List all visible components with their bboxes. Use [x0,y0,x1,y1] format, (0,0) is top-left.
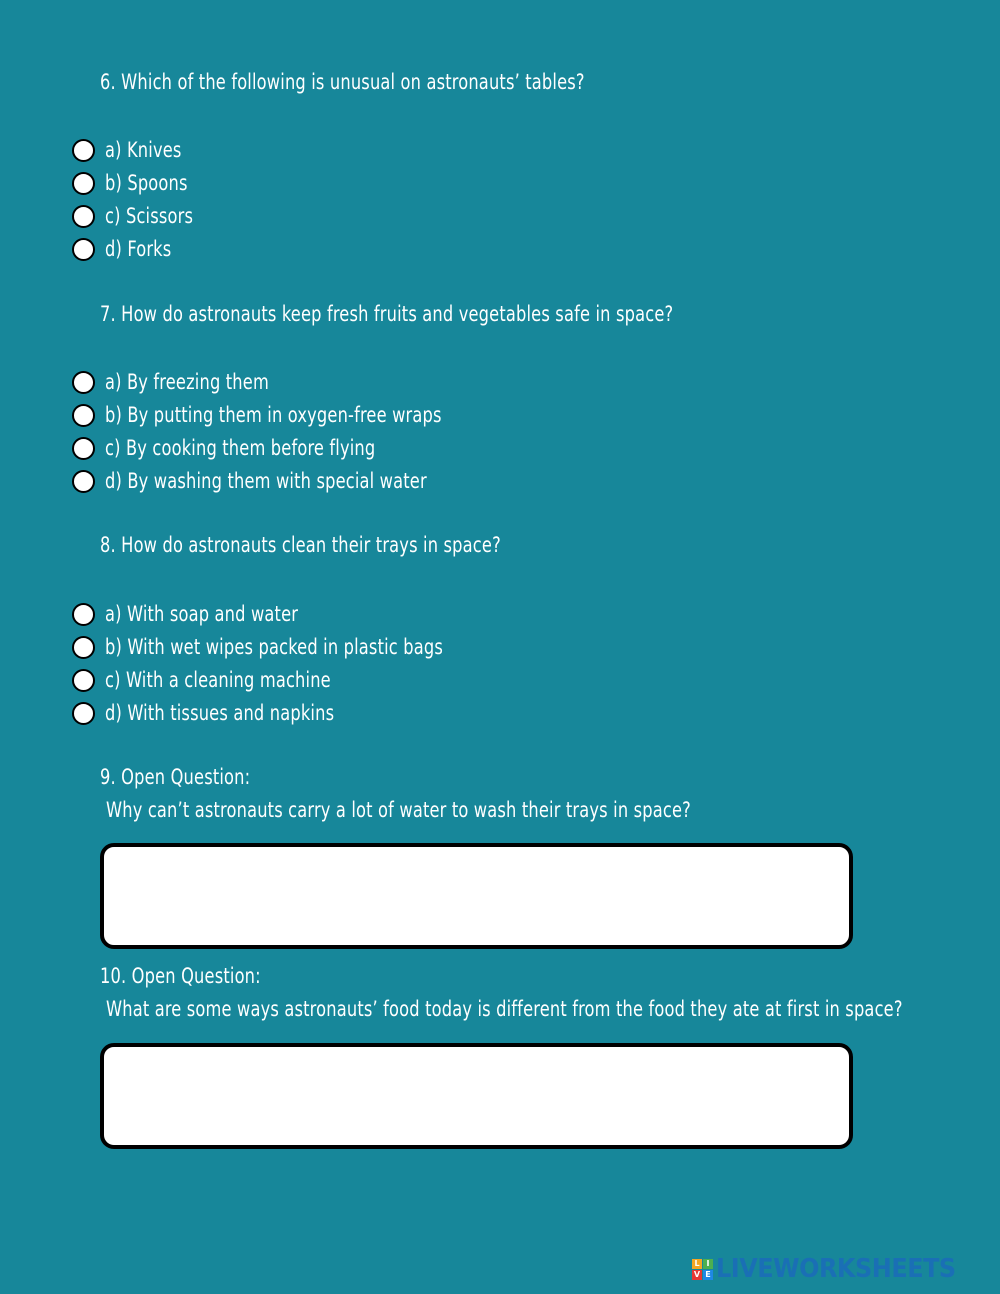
option-label: d) Forks [105,237,172,261]
question-7-text: 7. How do astronauts keep fresh fruits and vegetables safe in space? [100,302,674,326]
option-label: c) With a cleaning machine [105,668,331,692]
question-10-answer-input[interactable] [100,1043,853,1149]
q7-option-d[interactable] [72,466,479,496]
q6-option-b[interactable] [72,168,201,198]
q7-option-c[interactable] [72,433,419,463]
radio-button[interactable] [72,205,95,228]
option-label: c) By cooking them before flying [105,436,376,460]
question-10-heading: 10. Open Question: [100,964,261,988]
logo-mark-letter: L [692,1259,702,1269]
q6-option-d[interactable] [72,234,182,264]
option-label: d) With tissues and napkins [105,701,335,725]
q6-option-a[interactable] [72,135,194,165]
radio-button[interactable] [72,404,95,427]
question-8-text: 8. How do astronauts clean their trays in space? [100,533,501,557]
q7-option-a[interactable] [72,367,296,397]
question-9-heading: 9. Open Question: [100,765,251,789]
logo-mark-letter: V [693,1269,701,1279]
question-9-prompt: Why can’t astronauts carry a lot of water to wash their trays in space? [106,798,691,822]
question-10-prompt: What are some ways astronauts’ food today is different from the food they ate at first in space? [106,997,903,1021]
option-label: c) Scissors [105,204,194,228]
radio-button[interactable] [72,437,95,460]
question-6-text: 6. Which of the following is unusual on astronauts’ tables? [100,70,585,94]
question-9-answer-input[interactable] [100,843,853,949]
q6-option-c[interactable] [72,201,207,231]
option-label: a) With soap and water [105,602,299,626]
radio-button[interactable] [72,636,95,659]
radio-button[interactable] [72,371,95,394]
logo-mark-letter: E [703,1270,713,1280]
radio-button[interactable] [72,603,95,626]
option-label: b) Spoons [105,171,188,195]
radio-button[interactable] [72,702,95,725]
q8-option-c[interactable] [72,665,368,695]
option-label: b) With wet wipes packed in plastic bags [105,635,443,659]
q8-option-a[interactable] [72,599,330,629]
logo-mark-icon [692,1259,713,1280]
q7-option-b[interactable] [72,400,496,430]
radio-button[interactable] [72,669,95,692]
option-label: d) By washing them with special water [105,469,427,493]
radio-button[interactable] [72,470,95,493]
q8-option-b[interactable] [72,632,498,662]
radio-button[interactable] [72,238,95,261]
radio-button[interactable] [72,172,95,195]
logo-text: LIVEWORKSHEETS [716,1254,956,1284]
logo-mark-letter: I [703,1259,713,1269]
q8-option-d[interactable] [72,698,372,728]
liveworksheets-logo[interactable] [692,1254,977,1284]
option-label: a) By freezing them [105,370,269,394]
radio-button[interactable] [72,139,95,162]
option-label: b) By putting them in oxygen-free wraps [105,403,442,427]
option-label: a) Knives [105,138,182,162]
